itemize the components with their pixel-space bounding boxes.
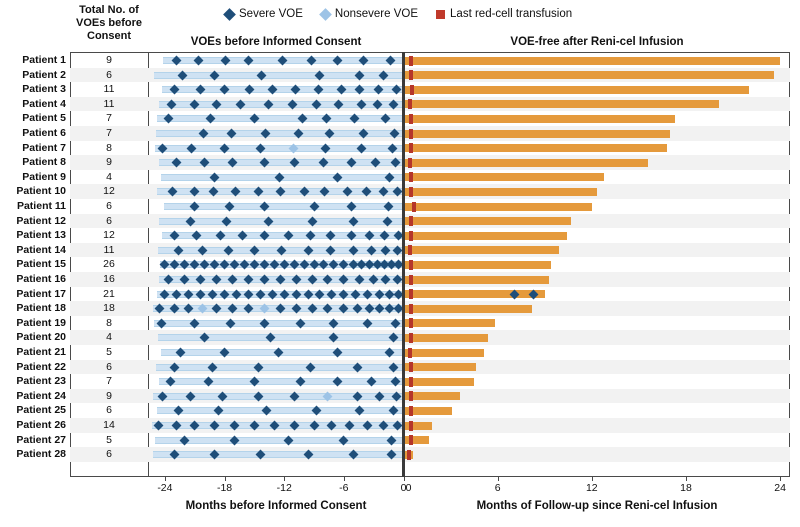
patient-label: Patient 7 xyxy=(22,141,66,154)
followup-bar xyxy=(404,57,781,65)
patient-label: Patient 3 xyxy=(22,83,66,96)
patient-label: Patient 27 xyxy=(16,433,66,446)
axis-tick-label: -18 xyxy=(216,482,233,494)
table-row xyxy=(0,228,800,243)
total-voes-value: 6 xyxy=(106,404,112,417)
patient-label: Patient 4 xyxy=(22,97,66,110)
axis-tick-label: -12 xyxy=(276,482,292,494)
total-voes-header-line1: Total No. of xyxy=(79,4,139,16)
axis-tick-label: -24 xyxy=(157,482,173,494)
total-voes-value: 12 xyxy=(103,229,115,242)
pre-consent-bar xyxy=(159,159,404,166)
table-row xyxy=(0,301,800,316)
right-panel-header: VOE-free after Reni-cel Infusion xyxy=(510,36,684,48)
patient-label: Patient 16 xyxy=(16,273,66,285)
patient-label: Patient 20 xyxy=(16,331,66,344)
table-row xyxy=(0,433,800,448)
left-panel-header: VOEs before Informed Consent xyxy=(190,36,362,48)
total-voes-value: 21 xyxy=(103,287,115,300)
patient-label: Patient 24 xyxy=(16,389,66,402)
pre-consent-bar xyxy=(157,115,404,122)
total-voes-value: 7 xyxy=(106,375,112,388)
table-row xyxy=(0,330,800,345)
severe-voe-diamond-icon xyxy=(223,8,236,21)
followup-bar xyxy=(404,334,489,342)
legend-item-last-transfusion xyxy=(436,8,572,20)
axis-tick-label: 12 xyxy=(585,482,598,494)
last-transfusion-marker xyxy=(412,202,416,212)
followup-bar xyxy=(404,422,432,430)
pre-consent-bar xyxy=(157,407,404,414)
total-voes-value: 11 xyxy=(103,97,115,110)
total-voes-value: 16 xyxy=(103,273,115,285)
patient-label: Patient 18 xyxy=(16,302,66,315)
total-voes-header-line2: VOEs before xyxy=(75,16,143,29)
followup-bar xyxy=(404,115,676,123)
axis-tick-label: 6 xyxy=(494,482,501,494)
table-row xyxy=(0,287,800,302)
patient-label: Patient 9 xyxy=(22,170,66,183)
last-transfusion-marker xyxy=(409,289,413,299)
patient-label: Patient 12 xyxy=(16,214,66,227)
followup-bar xyxy=(404,246,559,254)
zero-axis-line xyxy=(402,52,405,477)
patient-label: Patient 28 xyxy=(16,448,66,461)
followup-bar xyxy=(404,203,592,211)
last-transfusion-marker xyxy=(409,231,413,241)
total-voes-value: 14 xyxy=(103,419,115,431)
last-transfusion-marker xyxy=(409,421,413,431)
axis-tick xyxy=(404,477,405,481)
total-voes-value: 7 xyxy=(106,127,112,139)
total-voes-value: 11 xyxy=(103,243,115,256)
pre-consent-bar xyxy=(158,334,404,341)
followup-bar xyxy=(404,349,484,357)
patient-label: Patient 21 xyxy=(16,346,66,358)
last-transfusion-marker xyxy=(409,391,413,401)
table-row xyxy=(0,243,800,258)
followup-bar xyxy=(404,217,572,225)
last-transfusion-marker xyxy=(408,245,412,255)
axis-tick xyxy=(284,477,285,481)
legend-label-nonsevere-voe: Nonsevere VOE xyxy=(334,8,419,20)
patient-label: Patient 19 xyxy=(16,316,66,329)
followup-bar xyxy=(404,71,774,79)
patient-label: Patient 8 xyxy=(22,156,66,169)
followup-bar xyxy=(404,86,749,94)
legend-label-last-transfusion: Last red-cell transfusion xyxy=(450,8,573,20)
last-transfusion-marker xyxy=(409,406,413,416)
followup-bar xyxy=(404,173,605,181)
patient-label: Patient 10 xyxy=(16,185,66,198)
patient-label: Patient 22 xyxy=(16,360,66,373)
last-transfusion-marker xyxy=(409,114,413,124)
last-transfusion-marker xyxy=(409,362,413,372)
last-transfusion-marker xyxy=(409,304,413,314)
followup-bar xyxy=(404,144,668,152)
total-voes-value: 6 xyxy=(106,448,112,461)
total-voes-value: 9 xyxy=(106,389,112,402)
followup-bar xyxy=(404,290,545,298)
last-transfusion-marker xyxy=(409,70,413,80)
total-voes-value: 18 xyxy=(103,302,115,315)
total-voes-value: 9 xyxy=(106,54,112,66)
legend-item-severe-voe xyxy=(225,8,303,20)
table-row xyxy=(0,126,800,141)
axis-tick-label: 18 xyxy=(680,482,692,494)
followup-bar xyxy=(404,319,495,327)
last-transfusion-marker xyxy=(410,85,414,95)
followup-bar xyxy=(404,159,649,167)
legend-label-severe-voe: Severe VOE xyxy=(239,8,303,20)
table-row xyxy=(0,272,800,287)
total-voes-value: 26 xyxy=(103,258,115,271)
right-axis-title: Months of Follow-up since Reni-cel Infusion xyxy=(476,500,718,512)
total-voes-value: 8 xyxy=(106,316,112,329)
total-voes-value: 7 xyxy=(106,112,112,125)
left-axis-title: Months before Informed Consent xyxy=(185,500,367,512)
legend xyxy=(225,8,572,20)
followup-bar xyxy=(404,188,597,196)
patient-label: Patient 11 xyxy=(16,200,66,212)
nonsevere-voe-diamond-icon xyxy=(319,8,332,21)
table-row xyxy=(0,97,800,112)
table-row xyxy=(0,82,800,97)
table-row xyxy=(0,418,800,433)
table-row xyxy=(0,257,800,272)
last-transfusion-marker xyxy=(409,275,413,285)
total-voes-value: 8 xyxy=(106,141,112,154)
axis-tick xyxy=(225,477,226,481)
followup-bar xyxy=(404,363,476,371)
total-voes-value: 5 xyxy=(106,433,112,446)
pre-consent-bar xyxy=(155,437,404,444)
table-row xyxy=(0,53,800,68)
table-row xyxy=(0,141,800,156)
last-transfusion-marker xyxy=(409,377,413,387)
last-transfusion-marker xyxy=(409,435,413,445)
axis-tick xyxy=(686,477,687,481)
last-transfusion-marker xyxy=(409,172,413,182)
patient-label: Patient 15 xyxy=(16,258,66,271)
last-transfusion-square-icon xyxy=(436,10,445,19)
patient-label: Patient 17 xyxy=(16,287,66,300)
total-voes-header-line3: Consent xyxy=(87,29,131,42)
pre-consent-bar xyxy=(156,364,404,371)
table-row xyxy=(0,214,800,229)
axis-tick xyxy=(344,477,345,481)
total-voes-value: 6 xyxy=(106,200,112,212)
axis-tick xyxy=(165,477,166,481)
legend-item-nonsevere-voe xyxy=(321,8,418,20)
pre-consent-bar xyxy=(154,72,404,79)
table-row xyxy=(0,184,800,199)
axis-tick xyxy=(780,477,781,481)
last-transfusion-marker xyxy=(409,56,413,66)
followup-bar xyxy=(404,130,671,138)
patient-label: Patient 2 xyxy=(22,68,66,81)
table-row xyxy=(0,374,800,389)
axis-tick-label: -6 xyxy=(339,482,349,494)
last-transfusion-marker xyxy=(409,129,413,139)
patient-label: Patient 5 xyxy=(22,112,66,125)
last-transfusion-marker xyxy=(409,187,413,197)
patient-label: Patient 6 xyxy=(22,127,66,139)
patient-label: Patient 14 xyxy=(16,243,66,256)
axis-tick-label: 24 xyxy=(774,482,786,494)
total-voes-value: 4 xyxy=(106,331,112,344)
patient-label: Patient 25 xyxy=(16,404,66,417)
last-transfusion-marker xyxy=(409,318,413,328)
total-voes-value: 11 xyxy=(103,83,115,96)
patient-label: Patient 26 xyxy=(16,419,66,431)
total-voes-value: 12 xyxy=(103,185,115,198)
table-row xyxy=(0,316,800,331)
followup-bar xyxy=(404,232,567,240)
followup-bar xyxy=(404,436,429,444)
axis-tick-label: 0 xyxy=(400,482,407,494)
table-row xyxy=(0,345,800,360)
followup-bar xyxy=(404,100,719,108)
last-transfusion-marker xyxy=(408,348,412,358)
followup-bar xyxy=(404,378,475,386)
total-voes-value: 5 xyxy=(106,346,112,358)
table-row xyxy=(0,111,800,126)
followup-bar xyxy=(404,276,550,284)
last-transfusion-marker xyxy=(407,450,411,460)
axis-tick-label: 0 xyxy=(405,482,412,494)
last-transfusion-marker xyxy=(409,333,413,343)
axis-tick xyxy=(592,477,593,481)
axis-tick xyxy=(498,477,499,481)
total-voes-column-header xyxy=(70,4,148,43)
total-voes-value: 4 xyxy=(106,170,112,183)
patient-label: Patient 23 xyxy=(16,375,66,388)
patient-label: Patient 13 xyxy=(16,229,66,242)
last-transfusion-marker xyxy=(408,99,412,109)
pre-consent-bar xyxy=(153,451,404,458)
last-transfusion-marker xyxy=(409,143,413,153)
total-voes-value: 6 xyxy=(106,214,112,227)
last-transfusion-marker xyxy=(409,260,413,270)
last-transfusion-marker xyxy=(408,158,412,168)
table-row xyxy=(0,403,800,418)
table-row xyxy=(0,155,800,170)
table-row xyxy=(0,170,800,185)
table-row xyxy=(0,199,800,214)
followup-bar xyxy=(404,261,552,269)
total-voes-value: 9 xyxy=(106,156,112,169)
table-row xyxy=(0,447,800,462)
followup-bar xyxy=(404,305,533,313)
table-row xyxy=(0,360,800,375)
patient-label: Patient 1 xyxy=(22,54,66,66)
total-voes-value: 6 xyxy=(106,68,112,81)
pre-consent-bar xyxy=(164,203,404,210)
total-voes-value: 6 xyxy=(106,360,112,373)
table-row xyxy=(0,389,800,404)
table-row xyxy=(0,68,800,83)
last-transfusion-marker xyxy=(409,216,413,226)
